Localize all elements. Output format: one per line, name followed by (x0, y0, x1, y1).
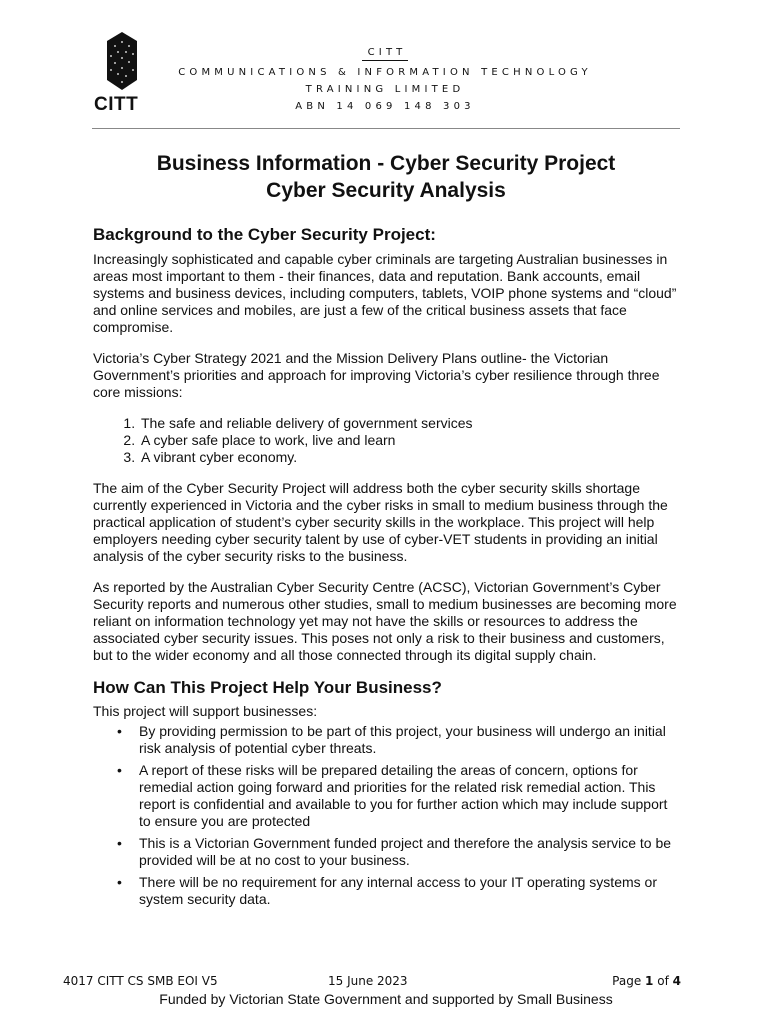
letterhead-abn: ABN 14 069 148 303 (295, 101, 475, 112)
missions-list (93, 415, 679, 466)
background-paragraph-2: Victoria’s Cyber Strategy 2021 and the Mission Delivery Plans outline- the Victorian Government’s priorities and approach for improving Victoria’s cyber resilience through three core missions: (93, 350, 660, 400)
document-date: 15 June 2023 (328, 974, 408, 988)
funding-statement: Funded by Victorian State Government and supported by Small Business (159, 991, 613, 1007)
letterhead-acronym: CITT (160, 47, 610, 61)
background-heading: Background to the Cyber Security Project: (93, 225, 436, 244)
mission-item: 3. A vibrant cyber economy. (139, 449, 679, 466)
page-title (92, 150, 680, 204)
background-paragraph-1: Increasingly sophisticated and capable cyber criminals are targeting Australian businesses in areas most important to them - their finances, data and reputation. Bank accounts, email systems and business devices, including computers, tablets, VOIP phone systems and “cloud” and online services and mobiles, are just a few of the critical business assets that face compromise. (93, 251, 677, 335)
help-bullet-item: • By providing permission to be part of this project, your business will undergo an initial risk analysis of potential cyber threats. (139, 723, 679, 757)
help-heading: How Can This Project Help Your Business? (93, 678, 442, 697)
help-intro: This project will support businesses: (93, 703, 318, 719)
logo-wordmark: CITT (94, 94, 139, 115)
background-paragraph-3: The aim of the Cyber Security Project will address both the cyber security skills shortage currently experienced in Victoria and the cyber risks in small to medium business through the practical application of student’s cyber security skills in the workplace. This project will help employers needing cyber security talent by use of cyber-VET students in providing an initial analysis of the cyber security risks to the business. (93, 480, 668, 564)
letterhead-company-suffix: TRAINING LIMITED (305, 84, 465, 95)
help-bullet-item: • This is a Victorian Government funded project and therefore the analysis service to be provided will be at no cost to your business. (139, 835, 679, 869)
mission-item: 2. A cyber safe place to work, live and learn (139, 432, 679, 449)
document-body (93, 225, 679, 913)
document-reference: 4017 CITT CS SMB EOI V5 (63, 974, 218, 988)
help-bullet-list (93, 723, 679, 908)
mission-item: 1. The safe and reliable delivery of government services (139, 415, 679, 432)
title-line-1: Business Information - Cyber Security Project (156, 152, 616, 175)
help-bullet-item: • A report of these risks will be prepared detailing the areas of concern, options for remedial action going forward and priorities for the related risk remedial action. This report is confidential and available to you for further action which may include support to ensure you are protected (139, 762, 679, 830)
letterhead-company-name: COMMUNICATIONS & INFORMATION TECHNOLOGY (178, 67, 592, 78)
header-divider (92, 128, 680, 129)
title-line-2: Cyber Security Analysis (266, 179, 506, 202)
page-number: Page 1 of 4 (612, 974, 681, 988)
help-bullet-item: • There will be no requirement for any internal access to your IT operating systems or system security data. (139, 874, 679, 908)
background-paragraph-4: As reported by the Australian Cyber Security Centre (ACSC), Victorian Government’s Cyber Security reports and numerous other studies, small to medium businesses are becoming more reliant on information technology yet may not have the skills or resources to address the associated cyber security issues. This poses not only a risk to their business and customers, but to the wider economy and all those connected through its digital supply chain. (93, 579, 677, 663)
